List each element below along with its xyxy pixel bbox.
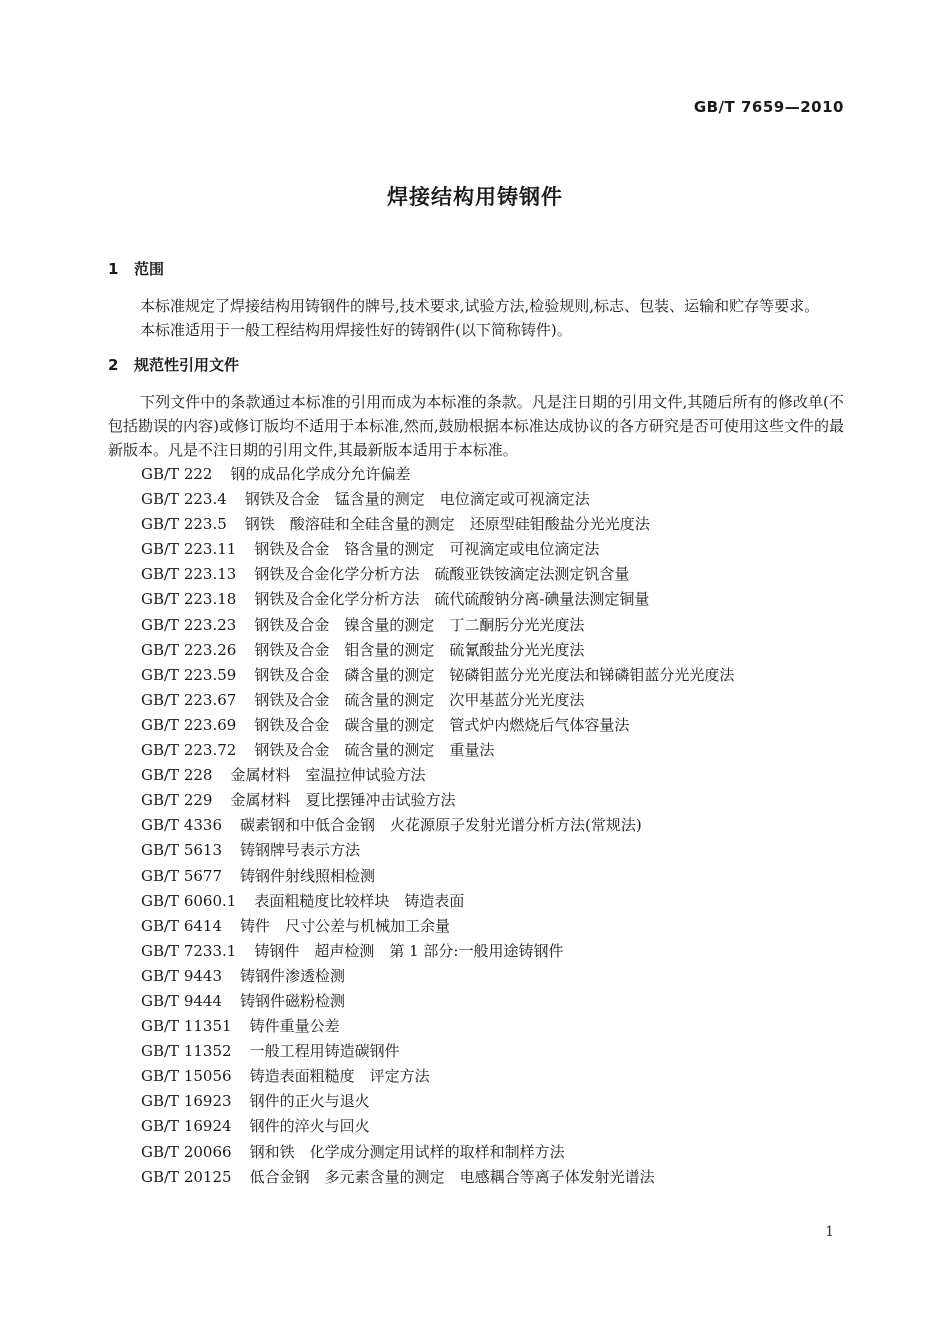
reference-code: GB/T 223.11: [141, 540, 237, 559]
reference-title: 钢件的淬火与回火: [249, 1117, 370, 1136]
section-title: 范围: [134, 260, 165, 278]
reference-item: [141, 1064, 844, 1089]
references-intro-paragraph: 下列文件中的条款通过本标准的引用而成为本标准的条款。凡是注日期的引用文件,其随后所有的修改单(不包括勘误的内容)或修订版均不适用于本标准,然而,鼓励根据本标准达成协议的各方研究是否可使用这些文件的最新版本。凡是不注日期的引用文件,其最新版本适用于本标准。: [108, 393, 844, 459]
reference-title: 铸钢件射线照相检测: [240, 866, 376, 885]
reference-item: [141, 989, 844, 1014]
reference-code: GB/T 228: [141, 766, 213, 785]
reference-code: GB/T 16924: [141, 1117, 232, 1136]
section-number: 2: [108, 356, 119, 374]
reference-title: 钢铁及合金 硫含量的测定 重量法: [254, 741, 495, 760]
reference-code: GB/T 11352: [141, 1042, 232, 1061]
reference-code: GB/T 6414: [141, 916, 223, 935]
reference-code: GB/T 223.13: [141, 565, 237, 584]
reference-item: [141, 1089, 844, 1114]
reference-item: [141, 638, 844, 663]
reference-code: GB/T 5613: [141, 841, 223, 860]
reference-item: [141, 537, 844, 562]
standard-code: GB/T 7659—2010: [693, 98, 844, 116]
reference-title: 钢铁及合金 钼含量的测定 硫氰酸盐分光光度法: [254, 640, 585, 659]
reference-item: [141, 587, 844, 612]
reference-title: 钢和铁 化学成分测定用试样的取样和制样方法: [249, 1142, 565, 1161]
reference-title: 钢铁及合金 镍含量的测定 丁二酮肟分光光度法: [254, 615, 585, 634]
reference-title: 钢铁及合金 碳含量的测定 管式炉内燃烧后气体容量法: [254, 715, 630, 734]
scope-paragraph-1: 本标准规定了焊接结构用铸钢件的牌号,技术要求,试验方法,检验规则,标志、包装、运输和贮存等要求。: [140, 297, 820, 315]
section-heading-scope: [108, 258, 844, 280]
reference-item: [141, 864, 844, 889]
reference-title: 表面粗糙度比较样块 铸造表面: [254, 891, 465, 910]
reference-item: [141, 738, 844, 763]
reference-title: 铸造表面粗糙度 评定方法: [249, 1067, 430, 1086]
section-heading-normative-references: [108, 354, 844, 376]
reference-title: 钢铁及合金 磷含量的测定 铋磷钼蓝分光光度法和锑磷钼蓝分光光度法: [254, 665, 735, 684]
reference-code: GB/T 223.26: [141, 640, 237, 659]
reference-code: GB/T 223.59: [141, 665, 237, 684]
reference-code: GB/T 6060.1: [141, 891, 237, 910]
reference-item: [141, 713, 844, 738]
reference-item: [141, 788, 844, 813]
reference-item: [141, 914, 844, 939]
reference-title: 碳素钢和中低合金钢 火花源原子发射光谱分析方法(常规法): [240, 816, 642, 835]
reference-item: [141, 512, 844, 537]
reference-code: GB/T 16923: [141, 1092, 232, 1111]
reference-title: 钢铁及合金化学分析方法 硫代硫酸钠分离-碘量法测定铜量: [254, 590, 650, 609]
reference-title: 钢的成品化学成分允许偏差: [230, 465, 411, 483]
reference-item: [141, 1039, 844, 1064]
reference-item: [141, 763, 844, 788]
reference-code: GB/T 223.67: [141, 690, 237, 709]
reference-item: [141, 1014, 844, 1039]
reference-item: [141, 838, 844, 863]
reference-code: GB/T 20125: [141, 1167, 232, 1186]
reference-title: 铸钢件 超声检测 第 1 部分:一般用途铸钢件: [254, 941, 564, 960]
reference-item: [141, 613, 844, 638]
reference-code: GB/T 20066: [141, 1142, 232, 1161]
reference-code: GB/T 223.69: [141, 715, 237, 734]
reference-title: 钢铁 酸溶硅和全硅含量的测定 还原型硅钼酸盐分光光度法: [244, 515, 650, 534]
reference-code: GB/T 229: [141, 791, 213, 810]
reference-title: 钢铁及合金化学分析方法 硫酸亚铁铵滴定法测定钒含量: [254, 565, 630, 584]
reference-title: 钢件的正火与退火: [249, 1092, 370, 1111]
reference-title: 钢铁及合金 锰含量的测定 电位滴定或可视滴定法: [244, 490, 590, 509]
reference-item: [141, 813, 844, 838]
reference-title: 钢铁及合金 硫含量的测定 次甲基蓝分光光度法: [254, 690, 585, 709]
reference-code: GB/T 222: [141, 465, 213, 483]
reference-code: GB/T 5677: [141, 866, 223, 885]
reference-item: [141, 663, 844, 688]
reference-item: [141, 487, 844, 512]
reference-code: GB/T 15056: [141, 1067, 232, 1086]
section-title: 规范性引用文件: [134, 356, 240, 374]
reference-title: 金属材料 室温拉伸试验方法: [230, 766, 426, 785]
reference-item: [141, 964, 844, 989]
reference-code: GB/T 11351: [141, 1017, 232, 1036]
reference-item: [141, 462, 844, 487]
reference-code: GB/T 7233.1: [141, 941, 237, 960]
reference-code: GB/T 223.18: [141, 590, 237, 609]
reference-code: GB/T 223.72: [141, 741, 237, 760]
page-number: 1: [825, 1224, 834, 1240]
scope-paragraph-2: 本标准适用于一般工程结构用焊接性好的铸钢件(以下简称铸件)。: [140, 321, 572, 339]
reference-item: [141, 1165, 844, 1190]
reference-item: [141, 1140, 844, 1165]
reference-item: [141, 562, 844, 587]
reference-item: [141, 889, 844, 914]
reference-list: [108, 462, 844, 1190]
reference-title: 铸钢牌号表示方法: [240, 841, 361, 860]
reference-item: [141, 688, 844, 713]
reference-code: GB/T 9443: [141, 966, 223, 985]
reference-item: [141, 1114, 844, 1139]
section-number: 1: [108, 260, 119, 278]
reference-code: GB/T 223.23: [141, 615, 237, 634]
reference-title: 铸件 尺寸公差与机械加工余量: [240, 916, 451, 935]
reference-title: 一般工程用铸造碳钢件: [249, 1042, 400, 1061]
reference-title: 铸件重量公差: [249, 1017, 340, 1036]
reference-code: GB/T 223.4: [141, 490, 227, 509]
reference-title: 低合金钢 多元素含量的测定 电感耦合等离子体发射光谱法: [249, 1167, 655, 1186]
document-body: [108, 258, 844, 1190]
reference-title: 铸钢件磁粉检测: [240, 991, 346, 1010]
reference-title: 钢铁及合金 铬含量的测定 可视滴定或电位滴定法: [254, 540, 600, 559]
reference-code: GB/T 223.5: [141, 515, 227, 534]
reference-code: GB/T 9444: [141, 991, 223, 1010]
document-title: 焊接结构用铸钢件: [387, 185, 563, 209]
reference-title: 铸钢件渗透检测: [240, 966, 346, 985]
reference-item: [141, 939, 844, 964]
reference-code: GB/T 4336: [141, 816, 223, 835]
reference-title: 金属材料 夏比摆锤冲击试验方法: [230, 791, 456, 810]
